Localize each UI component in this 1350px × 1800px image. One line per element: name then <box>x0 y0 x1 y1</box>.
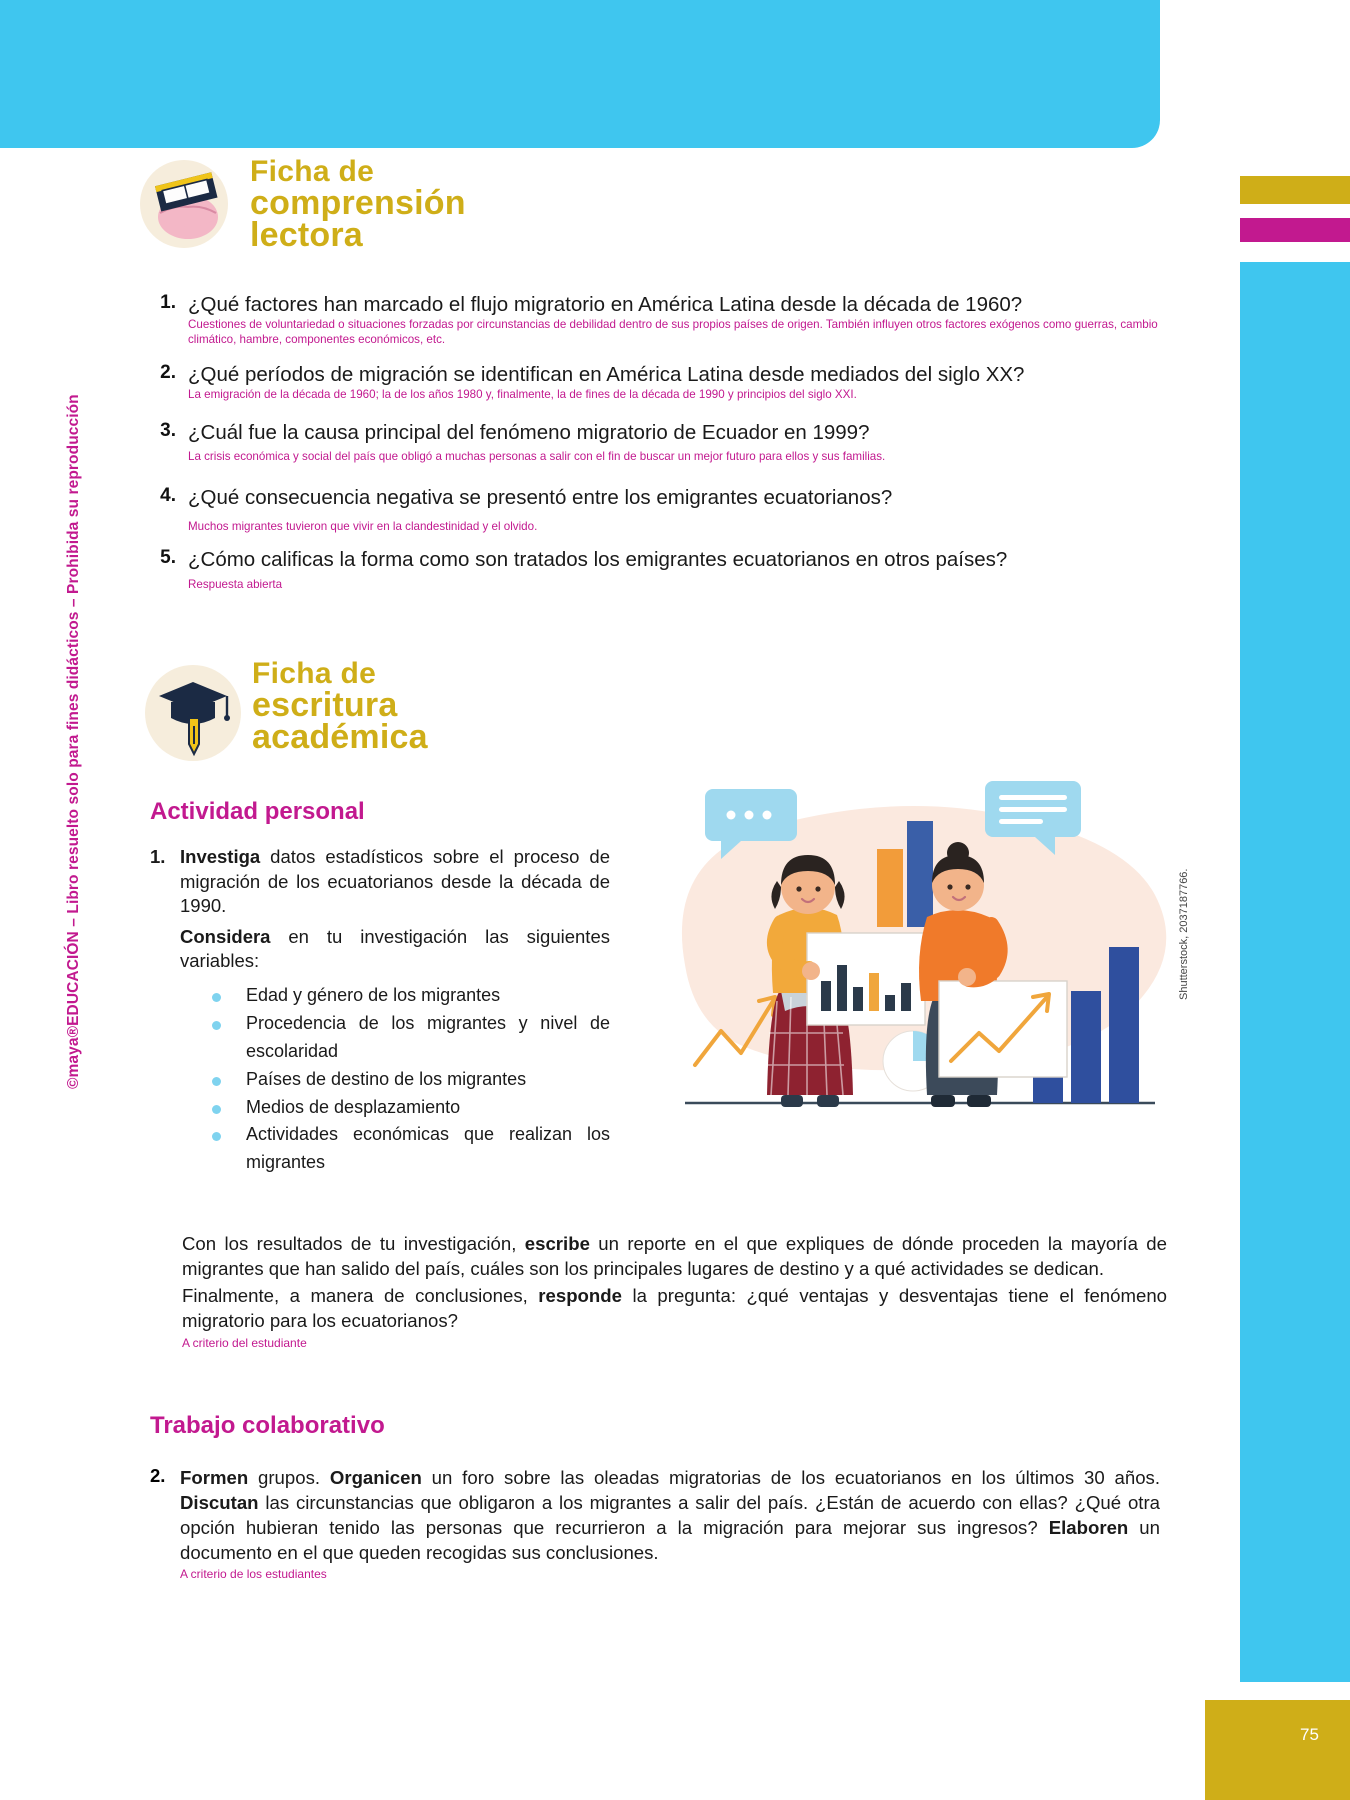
collaborative-work-heading: Trabajo colaborativo <box>150 1412 385 1439</box>
reading-section-title <box>250 155 466 254</box>
activity-second-body <box>180 925 610 974</box>
report-paragraph-2 <box>182 1284 1167 1334</box>
question-answer: La crisis económica y social del país que obligó a muchas personas a salir con el fin de buscar un mejor futuro para ellos y sus familias. <box>188 450 886 464</box>
question-number: 3. <box>160 420 176 442</box>
activity-lead-rest: datos estadísticos sobre el proceso de migración de los ecuatorianos desde la década de 1990. <box>180 846 610 917</box>
personal-activity-list <box>150 845 610 1177</box>
question-answer: Respuesta abierta <box>188 578 283 592</box>
paragraph2-part-b: la pregunta: ¿qué ventajas y desventajas tiene el fenómeno migratorio para los ecuatorianos? <box>182 1284 1167 1331</box>
report-instructions-block <box>182 1232 1167 1350</box>
question-text: ¿Cuál fue la causa principal del fenómeno migratorio de Ecuador en 1999? <box>188 421 870 445</box>
migration-statistics-illustration <box>655 765 1183 1155</box>
top-banner-decoration <box>0 0 1160 148</box>
question-item <box>150 420 1160 465</box>
right-magenta-bar-decoration <box>1240 218 1350 242</box>
writing-section-title <box>252 657 428 756</box>
list-item: Actividades económicas que realizan los migrantes <box>206 1121 610 1177</box>
question-text: ¿Cómo calificas la forma como son tratados los emigrantes ecuatorianos en otros países? <box>188 548 1008 572</box>
reading-title-line2: comprensión lectora <box>250 183 466 254</box>
activity-second-bold: Considera <box>180 925 271 947</box>
collaborative-answer-note: A criterio de los estudiantes <box>180 1567 327 1582</box>
reading-questions-list <box>150 292 1160 597</box>
right-cyan-bar-decoration <box>1240 262 1350 1682</box>
collaborative-work-list <box>150 1465 1160 1581</box>
list-item: Procedencia de los migrantes y nivel de escolaridad <box>206 1010 610 1066</box>
question-number: 2. <box>160 361 176 383</box>
report-answer-note: A criterio del estudiante <box>182 1335 307 1350</box>
question-text: ¿Qué factores han marcado el flujo migratorio en América Latina desde la década de 1960? <box>188 293 1023 316</box>
activity-lead-bold: Investiga <box>180 846 261 867</box>
personal-activity-heading: Actividad personal <box>150 798 365 825</box>
writing-title-line2: escritura académica <box>252 685 428 756</box>
paragraph1-part-a: Con los resultados de tu investigación, <box>182 1233 525 1254</box>
question-item <box>150 547 1160 593</box>
question-answer: La emigración de la década de 1960; la de los años 1980 y, finalmente, la de fines de la década de 1990 y principios del siglo XXI. <box>188 387 857 401</box>
activity-second-rest: en tu investigación las siguientes variables: <box>180 925 610 972</box>
collaborative-item <box>150 1465 1160 1581</box>
collaborative-number: 2. <box>150 1465 166 1486</box>
question-answer: Muchos migrantes tuvieron que vivir en la clandestinidad y el olvido. <box>188 520 538 534</box>
report-paragraph-1 <box>182 1232 1167 1282</box>
list-item: Países de destino de los migrantes <box>206 1066 610 1094</box>
page-number: 75 <box>1300 1725 1319 1744</box>
question-text: ¿Qué períodos de migración se identifican en América Latina desde mediados del siglo XX? <box>188 362 1025 386</box>
activity-item <box>150 845 610 1177</box>
side-credit-text: ©maya®EDUCACIÓN – Libro resuelto solo para fines didácticos – Prohibida su reproducción <box>65 394 82 1089</box>
activity-number: 1. <box>150 846 166 867</box>
question-number: 4. <box>160 485 176 507</box>
question-text: ¿Qué consecuencia negativa se presentó entre los emigrantes ecuatorianos? <box>188 486 893 510</box>
question-number: 5. <box>160 547 176 569</box>
question-item <box>150 485 1160 535</box>
open-book-icon <box>140 165 232 262</box>
variables-list <box>206 982 610 1177</box>
bottom-gold-block-decoration <box>1205 1700 1350 1800</box>
reading-title-line1: Ficha de <box>250 155 375 188</box>
collaborative-text: Formen grupos. Organicen un foro sobre las oleadas migratorias de los ecuatorianos en los últimos 30 años. Discutan las circunstancias que obligaron a los migrantes a salir del país. ¿Están de acuerdo con ellas? ¿Qué otra opción hubieran tenido las personas que recurrieron a la migración para mejorar sus ingresos? Elaboren un documento en el que queden recogidas sus conclusiones. <box>180 1467 1160 1564</box>
activity-body <box>180 845 610 919</box>
question-answer: Cuestiones de voluntariedad o situaciones forzadas por circunstancias de debilidad dentro de sus propios países de origen. También influyen otros factores exógenos como guerras, cambio climático, hambre, componentes económicos, etc. <box>188 318 1158 346</box>
paragraph1-bold: escribe <box>524 1233 590 1254</box>
question-item <box>150 362 1160 403</box>
right-gold-bar-decoration <box>1240 176 1350 204</box>
list-item: Medios de desplazamiento <box>206 1094 610 1122</box>
paragraph1-part-b: un reporte en el que expliques de dónde proceden la mayoría de migrantes que han salido del país, cuáles son los principales lugares de destino y a qué actividades se dedican. <box>182 1233 1167 1279</box>
paragraph2-part-a: Finalmente, a manera de conclusiones, <box>182 1284 539 1306</box>
question-number: 1. <box>160 292 176 313</box>
list-item: Edad y género de los migrantes <box>206 982 610 1010</box>
image-credit: Shutterstock, 2037187766. <box>1178 868 1190 1000</box>
writing-title-line1: Ficha de <box>252 657 377 690</box>
question-item <box>150 292 1160 348</box>
paragraph2-bold: responde <box>538 1284 622 1306</box>
graduation-cap-pen-icon <box>145 670 245 775</box>
